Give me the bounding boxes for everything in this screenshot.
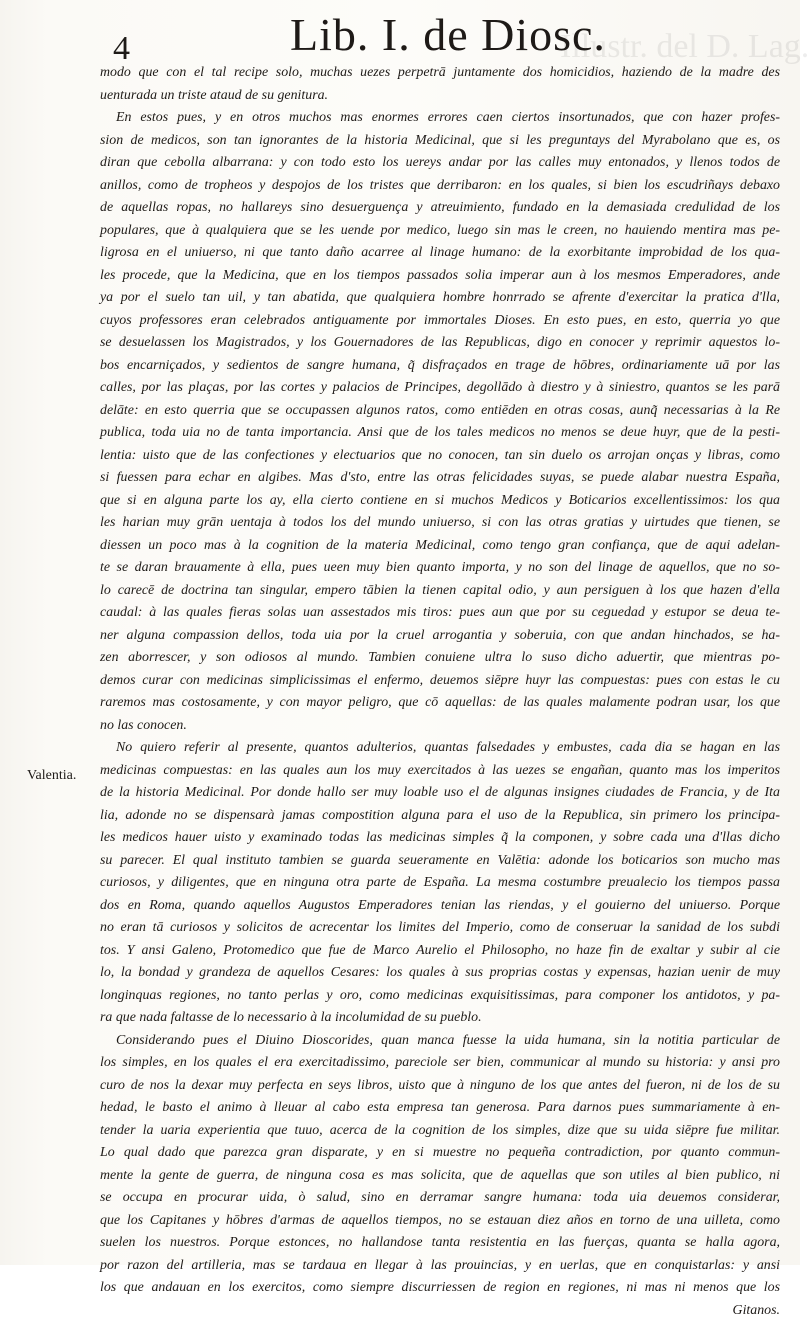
text-line: les harian muy grān uentaja à todos los del mundo uniuerso, si con las otras gratias y uirtudes que tienen, se — [100, 512, 780, 535]
text-line: populares, que à qualquiera que se les uende por medico, luego sin mas le creen, no hauiendo mentira mas pe- — [100, 220, 780, 243]
text-line: Lo qual dado que parezca gran disparate, y en si muestre no pequeña contradiction, por quanto commun- — [100, 1142, 780, 1165]
text-line: de aquellas ropas, no hallareys sino desuerguença y atreuimiento, fundado en la demasiada credulidad de los — [100, 197, 780, 220]
text-line: los simples, en los quales el era exercitadissimo, pareciole ser bien, communicar al mundo su historia: y ansi pro — [100, 1052, 780, 1075]
text-line: se desuelassen los Magistrados, y los Gouernadores de las Republicas, digo en conocer y reprimir aquestos lo- — [100, 332, 780, 355]
text-line: curiosos, y diligentes, que en ninguna otra parte de España. La mesma costumbre preualecio los tiempos passa — [100, 872, 780, 895]
body-text — [100, 62, 780, 1322]
text-line: calles, por las plaças, por las cortes y palacios de Principes, degollādo à diestro y à siniestro, quantos se les parā — [100, 377, 780, 400]
text-line: hedad, le basto el animo à lleuar al cabo esta empresa tan generosa. Para darnos pues summariamente à en- — [100, 1097, 780, 1120]
text-line: Considerando pues el Diuino Dioscorides, quan manca fuesse la uida humana, sin la notitia particular de — [100, 1030, 780, 1053]
text-line: En estos pues, y en otros muchos mas enormes errores caen ciertos insortunados, que con hazer profes- — [100, 107, 780, 130]
text-line: cuyos professores eran celebrados antiguamente por immortales Dioses. En esto pues, en esto, querria yo que — [100, 310, 780, 333]
text-line: diessen un poco mas à la cognition de la materia Medicinal, como tengo gran confiança, que de aqui adelan- — [100, 535, 780, 558]
text-line: modo que con el tal recipe solo, muchas uezes perpetrā juntamente dos homicidios, haziendo de la madre des — [100, 62, 780, 85]
page-number: 4 — [113, 32, 130, 66]
text-line: mente la gente de guerra, de ninguna cosa es mas solicita, que de aquellas que son utiles al bien publico, ni — [100, 1165, 780, 1188]
text-line: ligrosa en el uniuerso, ni que tanto daño acarree al linage humano: de la exorbitante improbidad de los qua- — [100, 242, 780, 265]
text-line: lo carecē de doctrina tan singular, empero tābien la tienen capital odio, y aun persiguen à los que hazen d'ella — [100, 580, 780, 603]
text-line: diran que cebolla albarrana: y con todo esto los uereys andar por las calles muy entonados, y llenos todos de — [100, 152, 780, 175]
text-line: caudal: à las quales fieras solas uan assestados mis tiros: pues aun que por su ceguedad y estupor se deua te- — [100, 602, 780, 625]
text-line: anillos, como de tropheos y despojos de los tristes que derribaron: en los quales, si bien los escudriñays debaxo — [100, 175, 780, 198]
text-line: su parecer. El qual instituto tambien se guarda seueramente en Valētia: adonde los boticarios son mucho mas — [100, 850, 780, 873]
text-line: de la historia Medicinal. Por donde hallo ser muy loable uso el de algunas insignes ciudades de Francia, y de Ita — [100, 782, 780, 805]
running-head: Lib. I. de Diosc. — [290, 12, 606, 58]
text-line: medicinas compuestas: en las quales aun los muy exercitados à las uezes se engañan, quanto mas los imperitos — [100, 760, 780, 783]
text-line: tos. Y ansi Galeno, Protomedico que fue de Marco Aurelio el Philosopho, no haze fin de exaltar y subir al cie — [100, 940, 780, 963]
text-line: les procede, que la Medicina, que en los tiempos passados solia imperar aun à los mesmos Emperadores, ande — [100, 265, 780, 288]
text-line: lentia: uisto que de las confectiones y electuarios que no conocen, tan sin duelo os arrojan onças y libras, como — [100, 445, 780, 468]
margin-note: Valentia. — [27, 765, 76, 787]
text-line: tender la uaria experientia que tuuo, acerca de la cognition de los simples, dize que su uida siēpre fue militar. — [100, 1120, 780, 1143]
text-line: bos encarniçados, y sedientos de sangre humana, q̃ disfraçados en trage de hōbres, ordinariamente uā por las — [100, 355, 780, 378]
text-line: te se daran brauamente à ella, pues ueen muy bien quanto importa, y no son del linage de aquellos, que no so- — [100, 557, 780, 580]
text-line: les medicos hauer uisto y examinado todas las medicinas simples q̃ la componen, y sobre cada una d'llas dicho — [100, 827, 780, 850]
text-line: dos en Roma, quando aquellos Augustos Emperadores tenian las riendas, y el gouierno del uniuerso. Porque — [100, 895, 780, 918]
text-line: uenturada un triste ataud de su genitura. — [100, 85, 780, 108]
text-line: que si en alguna parte los ay, ella cierto contiene en si muchos Medicos y Boticarios excellentissimos: los qua — [100, 490, 780, 513]
text-line: No quiero referir al presente, quantos adulterios, quantas falsedades y embustes, cada dia se hagan en las — [100, 737, 780, 760]
text-line: ner alguna compassion dellos, toda uia por la cruel arrogantia y soberuia, con que andan hinchados, se ha- — [100, 625, 780, 648]
text-line: curo de nos la dexar muy perfecta en seys libros, uisto que à ninguno de los que antes del fueron, ni de los de su — [100, 1075, 780, 1098]
text-line: zen aborrescer, y son odiosos al mundo. Tambien conuiene ultra lo suso dicho aduertir, que mientras po- — [100, 647, 780, 670]
text-line: ra que nada faltasse de lo necessario à la incolumidad de su pueblo. — [100, 1007, 780, 1030]
text-line: sion de medicos, son tan ignorantes de la historia Medicinal, que si les preguntays del Myrabolano que es, os — [100, 130, 780, 153]
text-line: longinquas regiones, no tanto perlas y oro, como medicinas exquisitissimas, para componer los antidotos, y pa- — [100, 985, 780, 1008]
text-line: lia, adonde no se dispensarà jamas compostition alguna para el uso de la Republica, sin primero los principa- — [100, 805, 780, 828]
text-line: Gitanos. — [100, 1300, 780, 1322]
text-line: ya por el suelo tan uil, y tan abatida, que qualquiera hombre honrrado se afrente d'exercitar la pratica d'lla, — [100, 287, 780, 310]
text-line: por razon del artilleria, mas se tardaua en llegar à las prouincias, y en uerlas, que en conquistarlas: y ansi — [100, 1255, 780, 1278]
text-line: lo, la bondad y grandeza de aquellos Cesares: los quales à sus proprias costas y expensas, hazian uenir de muy — [100, 962, 780, 985]
text-line: raremos mas costosamente, y con mayor peligro, que cō aquellas: de las quales malamente podran usar, los que — [100, 692, 780, 715]
text-line: publica, toda uia no de tanta importancia. Ansi que de los tales medicos no menos se deue huyr, que de la pesti- — [100, 422, 780, 445]
text-line: los que andauan en los exercitos, como siempre discurriessen de region en regiones, ni mas ni menos que los — [100, 1277, 780, 1300]
text-line: se occupa en procurar uida, ò salud, sino en derramar sangre humana: toda uia deuemos considerar, — [100, 1187, 780, 1210]
text-line: si fuessen para echar en algibes. Mas d'sto, entre las otras felicidades suyas, se puede alabar nuestra España, — [100, 467, 780, 490]
text-line: delāte: en esto querria que se occupassen algunos ratos, como entiēden en otras cosas, aunq̃ necessarias à la Re — [100, 400, 780, 423]
text-line: demos curar con medicinas simplicissimas el enfermo, deuemos siēpre huyr las compuestas: pues con estas le cu — [100, 670, 780, 693]
bleed-through-text: Illustr. del D. Lag. — [560, 28, 809, 66]
text-line: suelen los nuestros. Porque estonces, no hallandose tanta resistentia en las fuerças, quanta se halla agora, — [100, 1232, 780, 1255]
text-line: no las conocen. — [100, 715, 780, 738]
text-line: que los Capitanes y hōbres d'armas de aquellos tiempos, no se estauan diez años en torno de una uilleta, como — [100, 1210, 780, 1233]
text-line: no eran tā curiosos y solicitos de acrecentar los limites del Imperio, como de conseruar la sanidad de los subdi — [100, 917, 780, 940]
